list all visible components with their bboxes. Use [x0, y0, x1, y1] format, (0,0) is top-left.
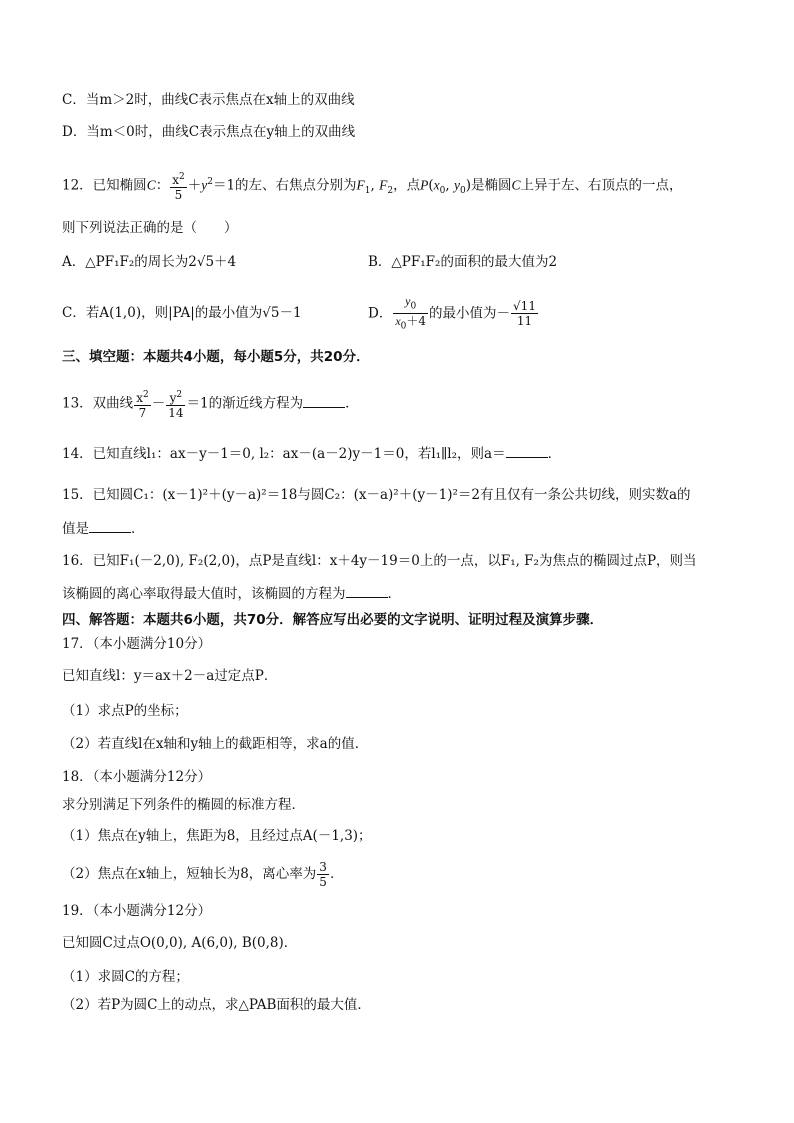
q15-answer-blank[interactable] [89, 518, 131, 533]
question-16-line2 [62, 583, 401, 604]
q19-heading: 19．（本小题满分12分） [62, 903, 212, 919]
question-14 [62, 443, 561, 464]
q12-prefix: 12．已知椭圆 [62, 177, 147, 194]
q12-option-c: C．若A(1,0)，则|PA|的最小值为√5－1 [62, 305, 302, 321]
q14-text: 14．已知直线l₁：ax－y－1＝0, l₂：ax－(a－2)y－1＝0，若l₁∥l₂，则a＝ [62, 446, 506, 462]
question-13: 13．双曲线 $\frac{x^2}{7}$ － $\frac{y^2}{14}$ ＝1的渐近线方程为 ． [62, 390, 359, 420]
q17-stem: 已知直线l：y＝ax＋2－a过定点P． [62, 668, 278, 684]
q13-suffix: 的渐近线方程为 [208, 395, 304, 412]
question-12-stem: 12．已知椭圆C： $\frac{x^2}{5}$ $+y^2=1$的左、右焦点分别为$F_1$, $F_2$，点$P(x_0$, $y_0$)是椭圆C上异于左、右顶点的一点， [62, 172, 683, 202]
question-16-line1: 16．已知F₁(－2,0), F₂(2,0)，点P是直线l：x＋4y－19＝0上的一点，以F₁, F₂为焦点的椭圆过点P，则当 [62, 553, 697, 569]
q17-part2: （2）若直线l在x轴和y轴上的截距相等，求a的值． [62, 736, 369, 752]
q18-part2-text: （2）焦点在x轴上，短轴长为8，离心率为 [62, 866, 317, 882]
option-11d: D．当m＜0时，曲线C表示焦点在y轴上的双曲线 [62, 124, 356, 140]
q12-d-numerator: √11 [513, 299, 536, 314]
q12-suffix: 上异于左、右顶点的一点， [520, 177, 683, 194]
y0-over-x0-fraction: $\frac{y_0}{x_0+4}$ [395, 294, 427, 332]
q12-option-d [368, 294, 539, 334]
q12-mid: 的左、右焦点分别为 [235, 177, 357, 194]
option-11c: C．当m＞2时，曲线C表示焦点在x轴上的双曲线 [62, 92, 355, 108]
q12-option-b: B．△PF₁F₂的面积的最大值为2 [368, 254, 558, 270]
q18-numerator: 3 [319, 860, 327, 874]
q12-d-denominator: 11 [516, 314, 533, 329]
q15-end: ． [131, 521, 145, 537]
q14-answer-blank[interactable] [506, 443, 548, 458]
q13-answer-blank[interactable] [303, 393, 345, 408]
q13-prefix: 13．双曲线 [62, 395, 134, 412]
q16-end: ． [387, 586, 401, 602]
q13-end: ． [345, 395, 359, 412]
q14-end: ． [547, 446, 562, 462]
q16-answer-blank[interactable] [346, 583, 388, 598]
q18-heading: 18．（本小题满分12分） [62, 769, 212, 785]
root11-over-11-fraction [511, 299, 538, 328]
q15-line2-text: 值是 [62, 521, 89, 537]
q17-heading: 17．（本小题满分10分） [62, 636, 212, 652]
ellipse-fraction: $\frac{x^2}{5}$ [172, 172, 185, 202]
q18-part1: （1）焦点在y轴上，焦距为8，且经过点A(－1,3)； [62, 828, 372, 844]
eccentricity-fraction [317, 860, 329, 889]
q12-mid3: 是椭圆 [470, 177, 512, 194]
q12-option-a: A．△PF₁F₂的周长为2√5＋4 [62, 254, 237, 270]
question-15-line2 [62, 518, 145, 539]
q18-end: ． [329, 866, 344, 882]
q16-line2-text: 该椭圆的离心率取得最大值时，该椭圆的方程为 [62, 586, 346, 602]
q19-part2: （2）若P为圆C上的动点，求△PAB面积的最大值． [62, 997, 371, 1013]
q12-option-d-text: 的最小值为－ [429, 305, 511, 322]
q18-stem: 求分别满足下列条件的椭圆的标准方程． [62, 797, 305, 813]
q12-mid2: ，点 [393, 177, 421, 194]
q12-option-d-label: D． [368, 305, 393, 322]
section-3-heading: 三、填空题：本题共4小题，每小题5分，共20分． [62, 349, 370, 365]
q18-part2 [62, 860, 343, 889]
q17-part1: （1）求点P的坐标； [62, 703, 188, 719]
q18-denominator: 5 [319, 875, 327, 889]
question-12-line2: 则下列说法正确的是（ ） [62, 220, 238, 236]
question-15-line1: 15．已知圆C₁：(x－1)²＋(y－a)²＝18与圆C₂：(x－a)²＋(y－1)²＝2有且仅有一条公共切线，则实数a的 [62, 487, 691, 503]
q19-part1: （1）求圆C的方程； [62, 969, 189, 985]
q19-stem: 已知圆C过点O(0,0), A(6,0), B(0,8)． [62, 935, 298, 951]
section-4-heading: 四、解答题：本题共6小题，共70分．解答应写出必要的文字说明、证明过程及演算步骤． [62, 612, 604, 628]
